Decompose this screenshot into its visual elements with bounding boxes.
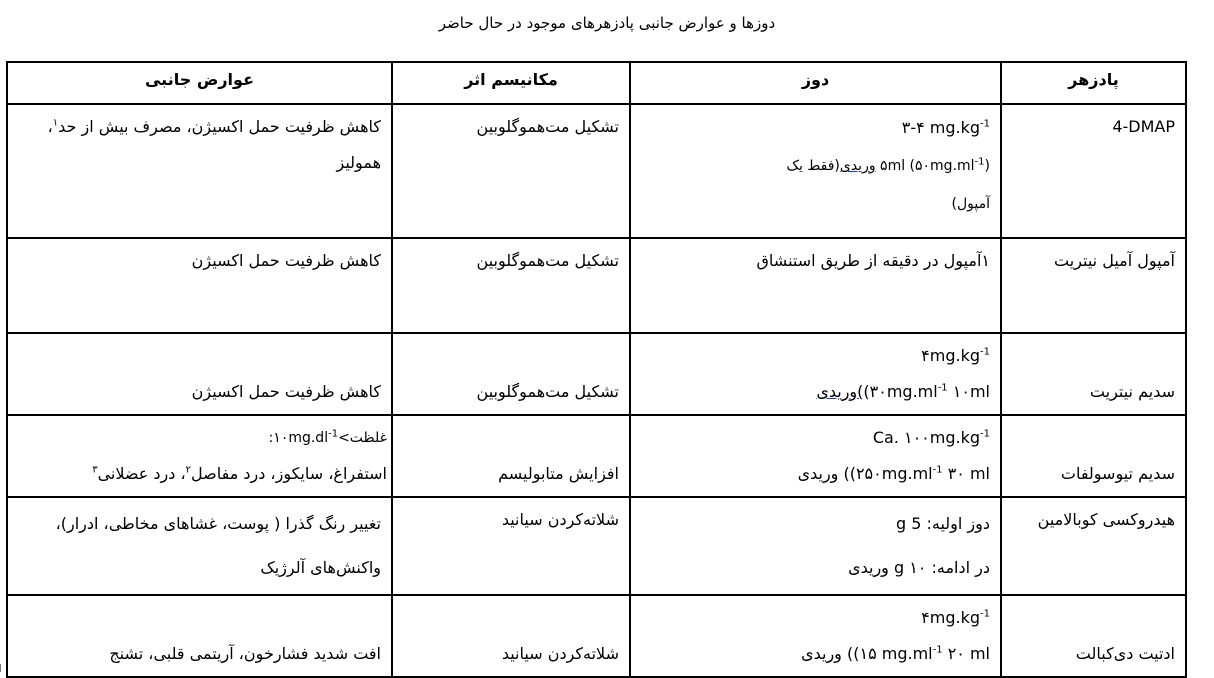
concentration-value: ۱۰mg.dl [273, 430, 329, 446]
side-effects-cell: افت شدید فشارخون، آریتمی قلبی، تشنج [7, 595, 392, 677]
footnote-ref: ۱ [52, 117, 59, 129]
footnote-ref: ۳ [92, 464, 98, 476]
antidote-cell: آمپول آمیل نیتریت [1001, 238, 1186, 333]
side-effects-cell [7, 415, 392, 497]
header-dose: دوز [630, 62, 1001, 104]
antidote-table [6, 61, 1187, 678]
table-row [7, 497, 1186, 595]
dose-value: ۴mg.kg [921, 608, 981, 627]
dose-cell: ۳-۴ $mg.kg^{-1}$ ۵ml $(۵۰mg.ml^{-1})$ وریدی(فقط یک آمپول) [630, 104, 1001, 238]
dose-concentration: (۱۵ mg.ml [853, 644, 933, 663]
dose-followup: در ادامه: ۱۰ g وریدی [848, 558, 990, 577]
side-effects-text: استفراغ، سایکوز، درد مفاصل [191, 464, 387, 483]
side-effects-cell: کاهش ظرفیت حمل اکسیژن [7, 238, 392, 333]
antidote-cell: هیدروکسی کوبالامین [1001, 497, 1186, 595]
dose-cell [630, 595, 1001, 677]
table-row [7, 104, 1186, 238]
dose-note-end: آمپول) [951, 196, 990, 212]
dose-volume: ۳۰ ml [947, 464, 990, 483]
dose-exponent: -1 [980, 118, 990, 130]
table-row [7, 333, 1186, 415]
dose-value: ۴mg.kg [921, 346, 981, 365]
header-mechanism: مکانیسم اثر [392, 62, 630, 104]
dose-cell: ۱آمپول در دقیقه از طریق استنشاق [630, 238, 1001, 333]
dose-cell [630, 497, 1001, 595]
dose-exponent: -1 [937, 382, 948, 394]
dose-exponent: -1 [980, 608, 990, 620]
dose-exponent: -1 [932, 464, 943, 476]
header-side-effects: عوارض جانبی [7, 62, 392, 104]
dose-note: (فقط یک [786, 158, 840, 174]
table-row [7, 595, 1186, 677]
side-effects-cell: تغییر رنگ گذرا ( پوست، غشاهای مخاطی، ادرار)، واکنش‌های آلرژیک [7, 497, 392, 595]
table-row [7, 415, 1186, 497]
antidote-cell: سدیم نیتریت [1001, 333, 1186, 415]
side-effects-text: ، درد عضلانی [97, 464, 186, 483]
dose-exponent: -1 [932, 644, 943, 656]
dose-volume: ۱۰ml [952, 382, 990, 401]
dose-route: )وریدی [816, 382, 864, 401]
concentration-exponent: -1 [328, 428, 339, 440]
mechanism-cell: تشکیل مت‌هموگلوبین [392, 238, 630, 333]
dose-exponent: -1 [974, 156, 985, 168]
concentration-colon: : [268, 430, 274, 446]
antidote-cell: ادتیت دی‌کبالت [1001, 595, 1186, 677]
dose-initial: دوز اولیه: 5 g [895, 514, 990, 533]
antidote-cell: سدیم تیوسولفات [1001, 415, 1186, 497]
dose-cell [630, 333, 1001, 415]
dose-concentration: (۳۰mg.ml [863, 382, 938, 401]
dose-exponent: -1 [980, 346, 990, 358]
dose-route: ) وریدی [797, 464, 850, 483]
side-effects-text: کاهش ظرفیت حمل اکسیژن، مصرف بیش از حد [58, 117, 381, 136]
dose-exponent: -1 [980, 428, 990, 440]
table-row [7, 238, 1186, 333]
concentration-label: غلظت> [338, 430, 387, 446]
antidote-cell [1001, 104, 1186, 238]
dose-cell [630, 415, 1001, 497]
page-edge-mark [0, 664, 1, 672]
dose-volume: ۲۰ ml [947, 644, 990, 663]
table-caption: دوزها و عوارض جانبی پادزهرهای موجود در حال حاضر [438, 14, 776, 32]
mechanism-cell: افزایش متابولیسم [392, 415, 630, 497]
dose-value: ۳-۴ mg.kg [901, 118, 981, 137]
antidote-name: 4-DMAP [1112, 117, 1175, 136]
side-effects-cell [7, 104, 392, 238]
dose-route: وریدی [839, 158, 876, 174]
mechanism-cell: شلاته‌کردن سیانید [392, 497, 630, 595]
dose-value: Ca. ۱۰۰mg.kg [872, 428, 981, 447]
dose-route: ) وریدی [801, 644, 854, 663]
mechanism-cell: شلاته‌کردن سیانید [392, 595, 630, 677]
dose-concentration: (۲۵۰mg.ml [849, 464, 933, 483]
mechanism-cell: تشکیل مت‌هموگلوبین [392, 104, 630, 238]
table-header-row [7, 62, 1186, 104]
header-antidote: پادزهر [1001, 62, 1186, 104]
side-effects-cell: کاهش ظرفیت حمل اکسیژن [7, 333, 392, 415]
footnote-ref: ۲ [185, 464, 192, 476]
mechanism-cell: تشکیل مت‌هموگلوبین [392, 333, 630, 415]
side-effects-text: ، همولیز [47, 117, 381, 172]
dose-concentration: ۵ml (۵۰mg.ml [880, 158, 975, 174]
